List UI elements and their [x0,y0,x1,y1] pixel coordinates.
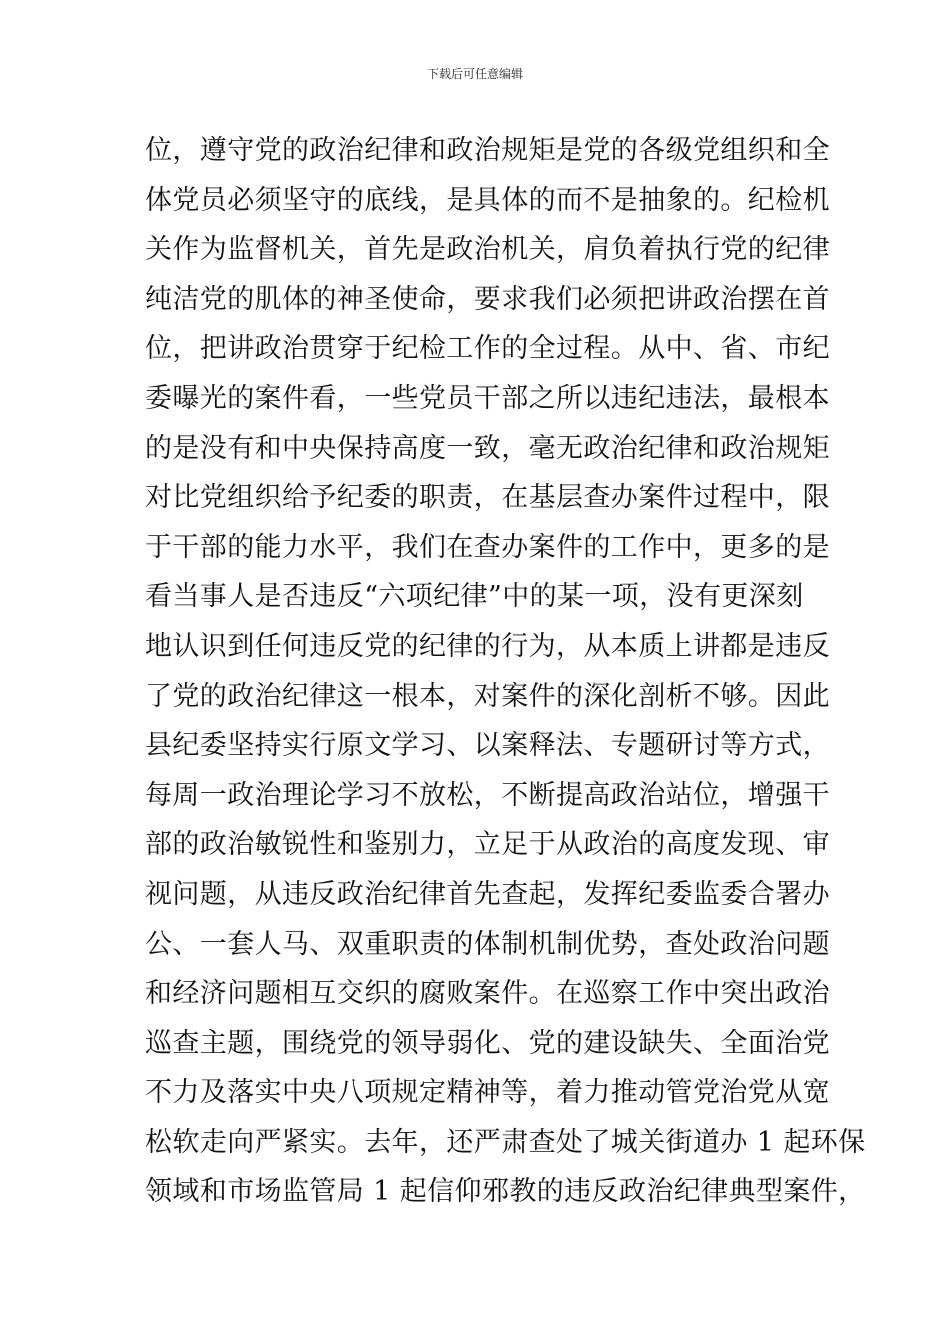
text-line: 体党员必须坚守的底线，是具体的而不是抽象的。纪检机 [145,184,830,216]
text-line: 于干部的能力水平，我们在查办案件的工作中，更多的是 [145,531,830,563]
text-line: 部的政治敏锐性和鉴别力，立足于从政治的高度发现、审 [145,829,830,861]
text-line: 和经济问题相互交织的腐败案件。在巡察工作中突出政治 [145,978,830,1010]
text-line: 公、一套人马、双重职责的体制机制优势，查处政治问题 [145,928,830,960]
text-line: 每周一政治理论学习不放松，不断提高政治站位，增强干 [145,779,830,811]
text-line: 领域和市场监管局 1 起信仰邪教的违反政治纪律典型案件， [145,1176,866,1208]
text-line: 地认识到任何违反党的纪律的行为，从本质上讲都是违反 [145,630,830,662]
text-line: 松软走向严紧实。去年，还严肃查处了城关街道办 1 起环保 [145,1126,866,1158]
text-line: 位，把讲政治贯穿于纪检工作的全过程。从中、省、市纪 [145,333,830,365]
text-line: 位，遵守党的政治纪律和政治规矩是党的各级党组织和全 [145,135,830,166]
page-header: 下载后可任意编辑 [426,67,523,81]
text-line: 巡查主题，围绕党的领导弱化、党的建设缺失、全面治党 [145,1027,830,1059]
document-body [145,126,866,1217]
text-line: 对比党组织给予纪委的职责，在基层查办案件过程中，限 [145,482,830,514]
text-line: 看当事人是否违反“六项纪律”中的某一项，没有更深刻 [145,581,804,613]
text-line: 纯洁党的肌体的神圣使命，要求我们必须把讲政治摆在首 [145,283,830,315]
text-line: 县纪委坚持实行原文学习、以案释法、专题研讨等方式， [145,730,830,762]
text-line: 不力及落实中央八项规定精神等，着力推动管党治党从宽 [145,1077,830,1109]
text-line: 了党的政治纪律这一根本，对案件的深化剖析不够。因此 [145,680,830,712]
text-line: 的是没有和中央保持高度一致，毫无政治纪律和政治规矩 [145,432,830,464]
text-line: 视问题，从违反政治纪律首先查起，发挥纪委监委合署办 [145,878,830,910]
text-line: 委曝光的案件看，一些党员干部之所以违纪违法，最根本 [145,382,830,414]
text-line: 关作为监督机关，首先是政治机关，肩负着执行党的纪律 [145,234,830,266]
